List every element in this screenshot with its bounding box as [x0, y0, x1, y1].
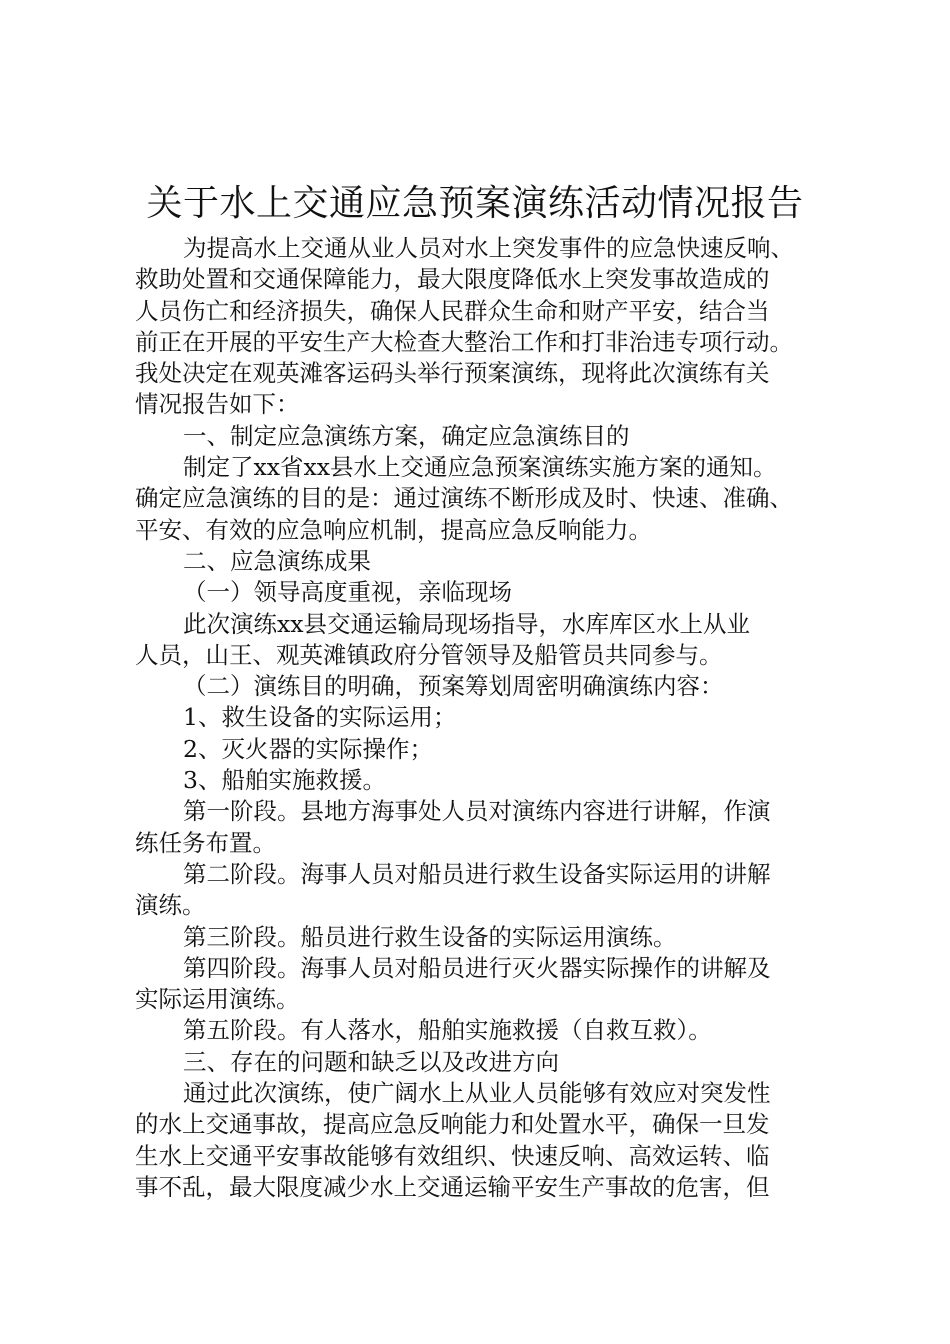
- paragraph-line: 三、存在的问题和缺乏以及改进方向: [183, 1047, 559, 1076]
- paragraph-line: （一）领导高度重视，亲临现场: [183, 578, 512, 607]
- paragraph-line: 事不乱，最大限度减少水上交通运输平安生产事故的危害，但: [135, 1172, 770, 1201]
- paragraph-line: 此次演练xx县交通运输局现场指导，水库库区水上从业: [183, 609, 751, 638]
- paragraph-line: 实际运用演练。: [135, 985, 300, 1014]
- paragraph-line: 救助处置和交通保障能力，最大限度降低水上突发事故造成的: [135, 265, 770, 294]
- paragraph-line: 生水上交通平安事故能够有效组织、快速反响、高效运转、临: [135, 1141, 770, 1170]
- paragraph-line: 2、灭火器的实际操作；: [183, 734, 433, 763]
- paragraph-line: 制定了xx省xx县水上交通应急预案演练实施方案的通知。: [183, 453, 777, 482]
- paragraph-line: 3、船舶实施救援。: [183, 766, 386, 795]
- paragraph-line: 二、应急演练成果: [183, 546, 371, 575]
- paragraph-line: 的水上交通事故，提高应急反响能力和处置水平，确保一旦发: [135, 1110, 770, 1139]
- paragraph-line: 第五阶段。有人落水，船舶实施救援（自救互救）。: [183, 1016, 712, 1045]
- paragraph-line: 为提高水上交通从业人员对水上突发事件的应急快速反响、: [183, 234, 794, 262]
- paragraph-line: 人员伤亡和经济损失，确保人民群众生命和财产平安，结合当: [135, 296, 770, 325]
- paragraph-line: 平安、有效的应急响应机制，提高应急反响能力。: [135, 515, 652, 544]
- paragraph-line: 前正在开展的平安生产大检查大整治工作和打非治违专项行动。: [135, 327, 793, 356]
- paragraph-line: 人员，山王、观英滩镇政府分管领导及船管员共同参与。: [135, 640, 723, 669]
- paragraph-line: 一、制定应急演练方案，确定应急演练目的: [183, 421, 630, 450]
- paragraph-line: 第二阶段。海事人员对船员进行救生设备实际运用的讲解: [183, 859, 771, 888]
- document-body: [135, 233, 835, 1203]
- paragraph-line: （二）演练目的明确，预案筹划周密明确演练内容：: [183, 672, 724, 701]
- paragraph-line: 练任务布置。: [135, 828, 276, 857]
- paragraph-line: 第四阶段。海事人员对船员进行灭火器实际操作的讲解及: [183, 953, 771, 982]
- paragraph-line: 1、救生设备的实际运用；: [183, 703, 457, 732]
- paragraph-line: 确定应急演练的目的是：通过演练不断形成及时、快速、准确、: [135, 484, 793, 513]
- paragraph-line: 情况报告如下：: [135, 390, 300, 419]
- paragraph-line: 第三阶段。船员进行救生设备的实际运用演练。: [183, 922, 677, 951]
- paragraph-line: 演练。: [135, 891, 206, 920]
- paragraph-line: 通过此次演练，使广阔水上从业人员能够有效应对突发性: [183, 1079, 771, 1108]
- document-title: 关于水上交通应急预案演练活动情况报告: [146, 183, 804, 224]
- paragraph-line: 我处决定在观英滩客运码头举行预案演练，现将此次演练有关: [135, 359, 770, 388]
- paragraph-line: 第一阶段。县地方海事处人员对演练内容进行讲解，作演: [183, 797, 771, 826]
